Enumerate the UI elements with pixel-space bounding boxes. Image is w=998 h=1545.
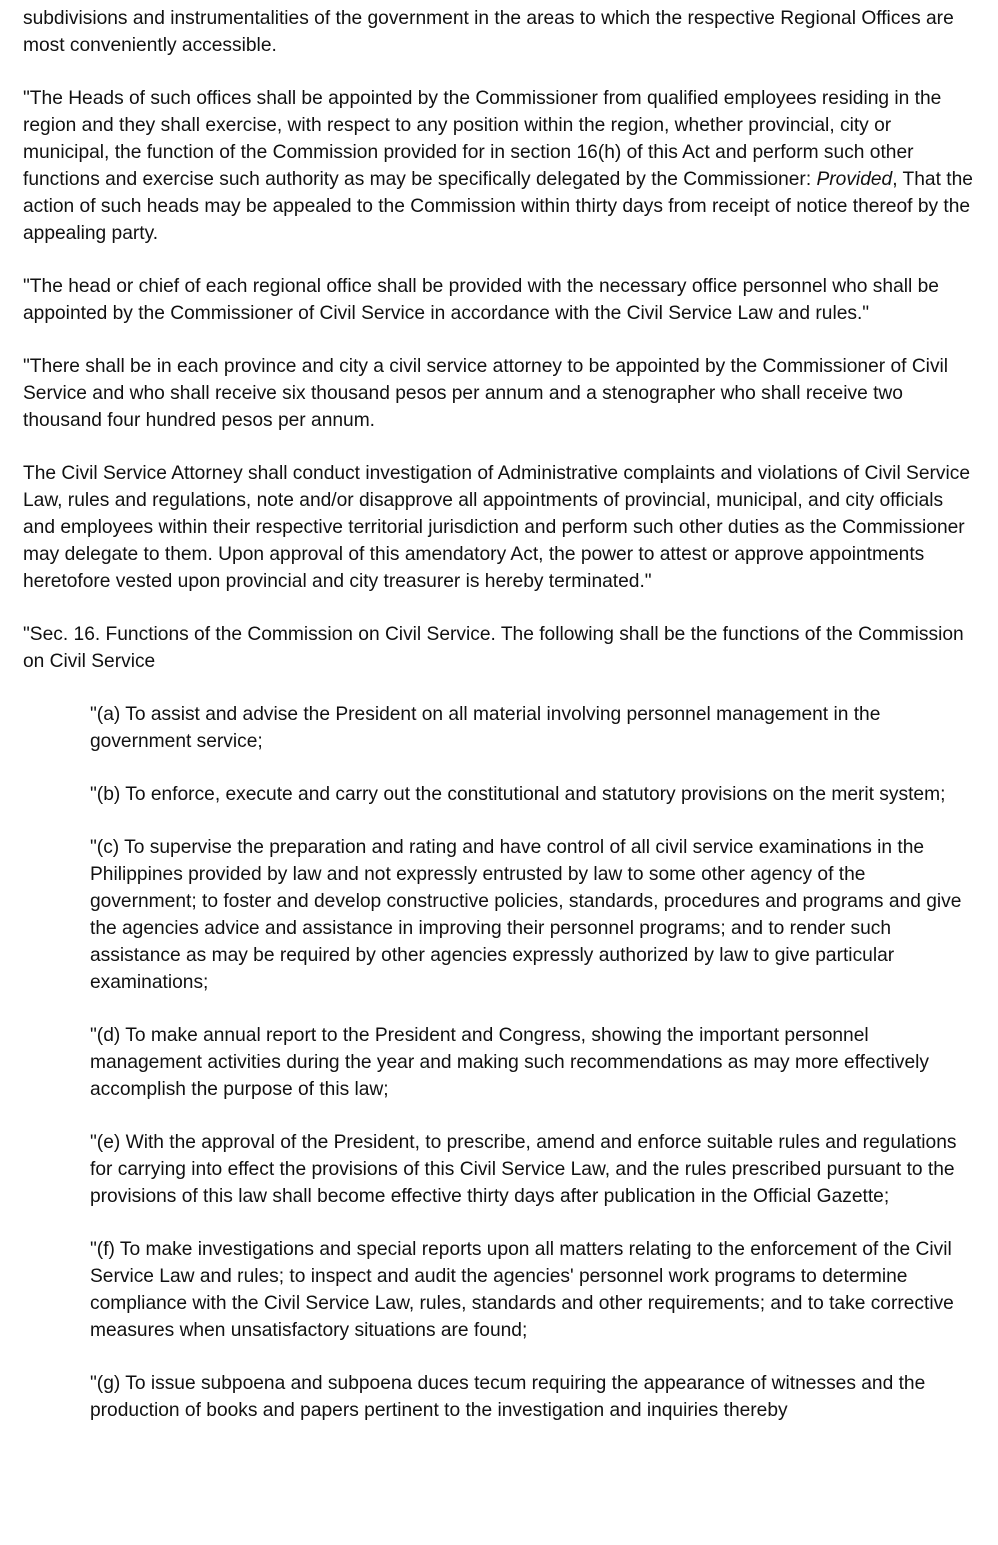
paragraph-regional-offices: subdivisions and instrumentalities of the government in the areas to which the respective Regional Offices are most conveniently accessible. (23, 8, 954, 56)
paragraph-text: "The Heads of such offices shall be appointed by the Commissioner from qualified employees residing in the region and they shall exercise, with respect to any position within the region, whether provincial, city or municipal, the function of the Commission provided for in section 16(h) of this Act and perform such other functions and exercise such authority as may be specifically delegated by the Commissioner: (23, 88, 942, 190)
paragraph-civil-service-attorney: "There shall be in each province and city a civil service attorney to be appointed by the Commissioner of Civil Service and who shall receive six thousand pesos per annum and a stenographer who shall receive two thousand four hundred pesos per annum. (23, 356, 949, 431)
subparagraph-g: "(g) To issue subpoena and subpoena duces tecum requiring the appearance of witnesses and the production of books and papers pertinent to the investigation and inquiries thereby (90, 1373, 926, 1421)
subparagraph-c: "(c) To supervise the preparation and rating and have control of all civil service examinations in the Philippines provided by law and not expressly entrusted by law to some other agency of the government; to foster and develop constructive policies, standards, procedures and programs and give the agencies advice and assistance in improving their personnel programs; and to render such assistance as may be required by other agencies expressly authorized by law to give particular examinations; (90, 837, 962, 993)
paragraph-heads-of-offices (23, 85, 978, 247)
subparagraph-f: "(f) To make investigations and special reports upon all matters relating to the enforcement of the Civil Service Law and rules; to inspect and audit the agencies' personnel work programs to determine compliance with the Civil Service Law, rules, standards and other requirements; and to take corrective measures when unsatisfactory situations are found; (90, 1239, 954, 1341)
subparagraph-e: "(e) With the approval of the President, to prescribe, amend and enforce suitable rules and regulations for carrying into effect the provisions of this Civil Service Law, and the rules prescribed pursuant to the provisions of this law shall become effective thirty days after publication in the Official Gazette; (90, 1132, 957, 1207)
subparagraph-d: "(d) To make annual report to the President and Congress, showing the important personnel management activities during the year and making such recommendations as may more effectively accomplish the purpose of this law; (90, 1025, 929, 1100)
paragraph-text: , That the action of such heads may be appealed to the Commission within thirty days from receipt of notice thereof by the appealing party. (23, 169, 973, 244)
provided-italic: Provided (816, 169, 893, 190)
paragraph-sec-16-heading: "Sec. 16. Functions of the Commission on Civil Service. The following shall be the functions of the Commission on Civil Service (23, 624, 964, 672)
subparagraph-a: "(a) To assist and advise the President on all material involving personnel management in the government service; (90, 704, 881, 752)
document-page (23, 5, 978, 1424)
paragraph-attorney-duties: The Civil Service Attorney shall conduct investigation of Administrative complaints and violations of Civil Service Law, rules and regulations, note and/or disapprove all appointments of provincial, municipal, and city officials and employees within their respective territorial jurisdiction and perform such other duties as the Commissioner may delegate to them. Upon approval of this amendatory Act, the power to attest or approve appointments heretofore vested upon provincial and city treasurer is hereby terminated." (23, 463, 971, 592)
paragraph-office-personnel: "The head or chief of each regional office shall be provided with the necessary office personnel who shall be appointed by the Commissioner of Civil Service in accordance with the Civil Service Law and rules." (23, 276, 939, 324)
subparagraph-b: "(b) To enforce, execute and carry out the constitutional and statutory provisions on the merit system; (90, 784, 946, 805)
